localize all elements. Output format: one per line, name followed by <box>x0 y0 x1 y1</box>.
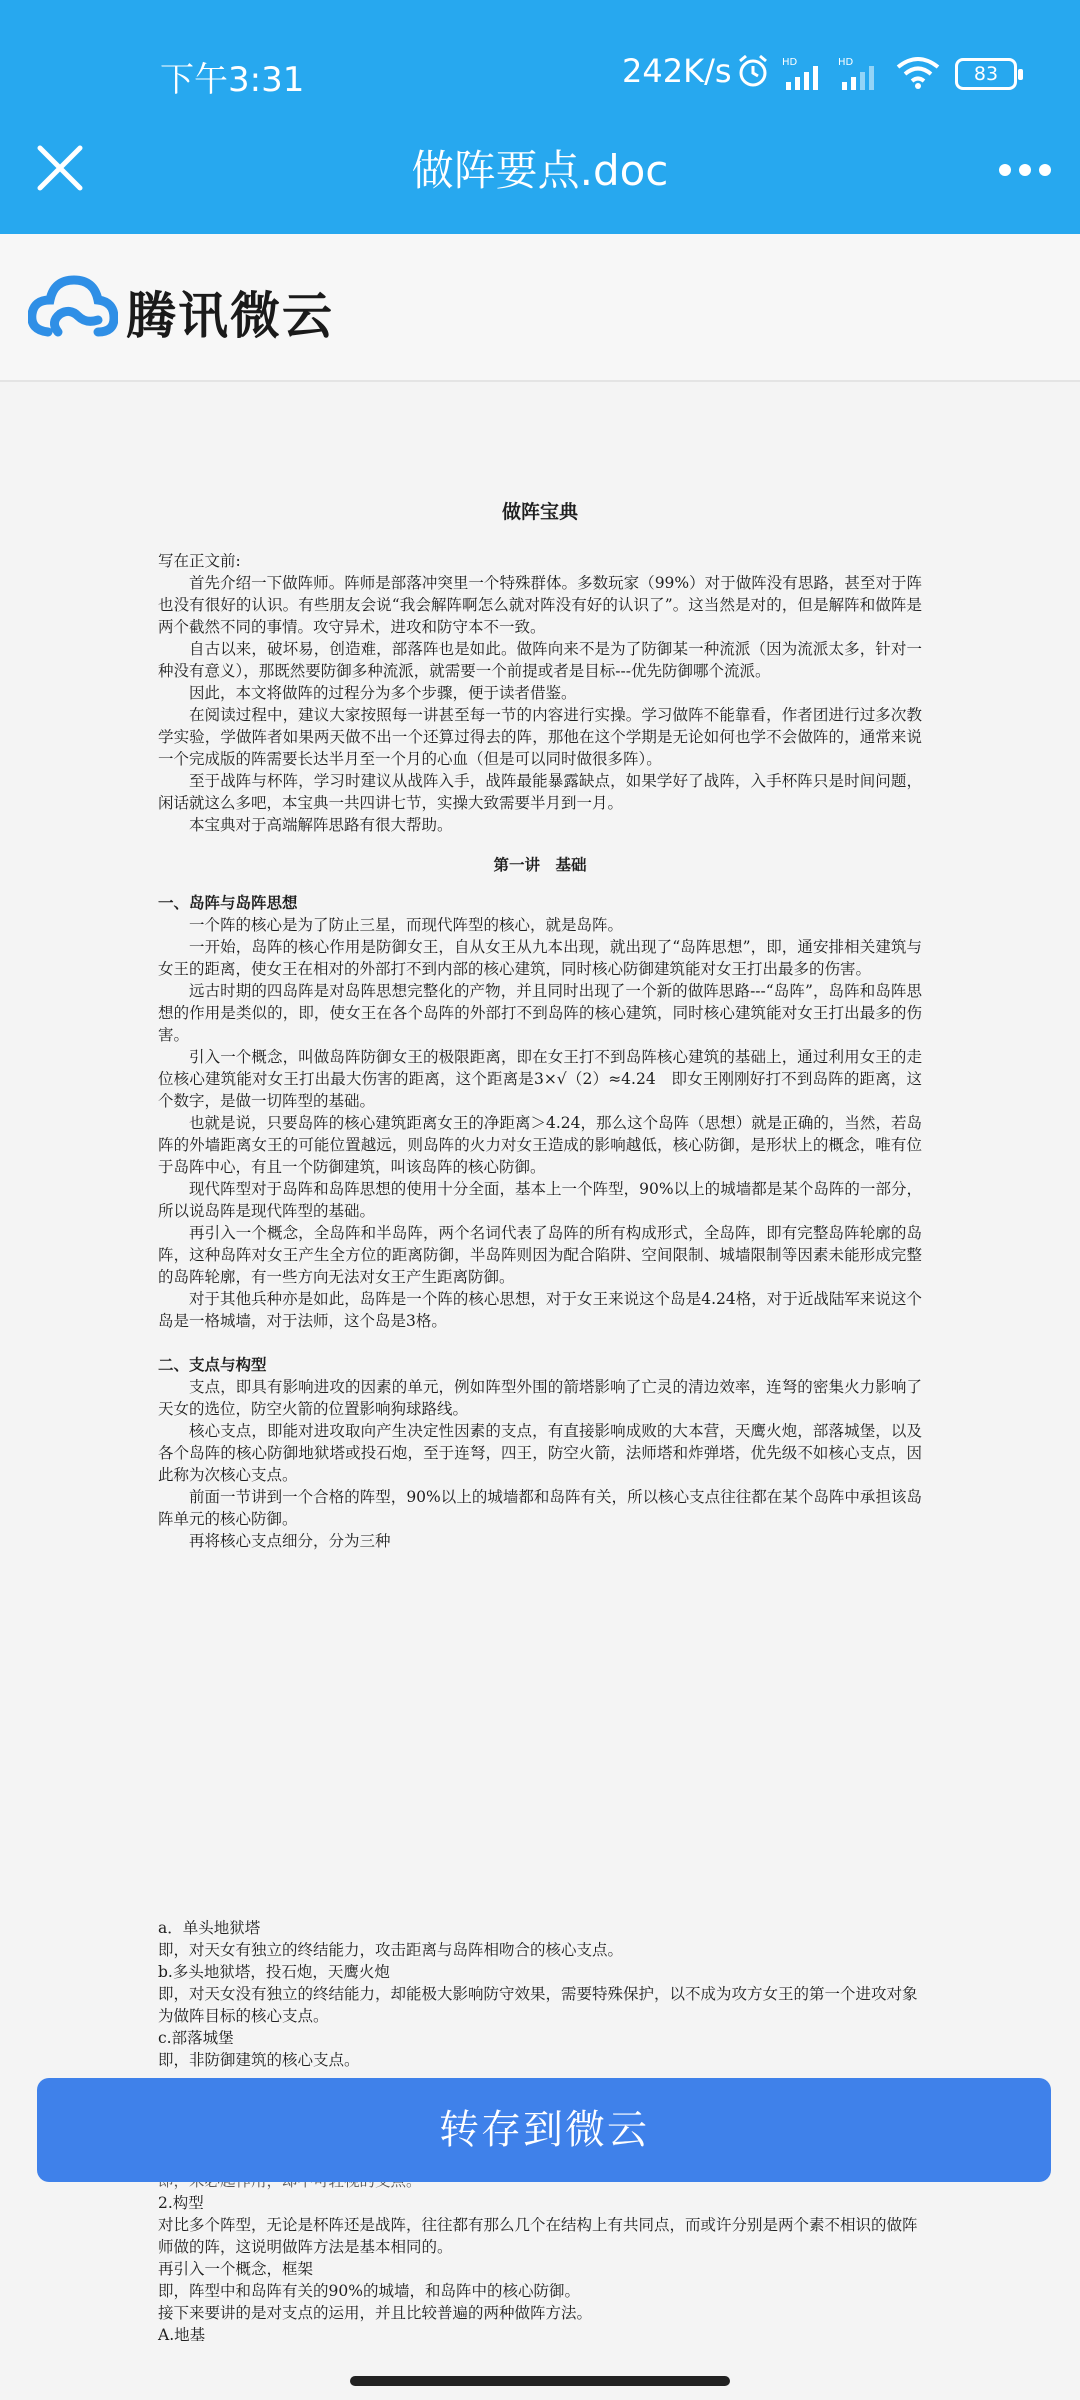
app-header <box>0 0 1080 234</box>
section-paragraph: 现代阵型对于岛阵和岛阵思想的使用十分全面，基本上一个阵型，90%以上的城墙都是某个岛阵的一部分，所以说岛阵是现代阵型的基础。 <box>158 1180 922 1220</box>
list-item: 接下来要讲的是对支点的运用，并且比较普遍的两种做阵方法。 <box>158 2304 593 2322</box>
brand-name: 腾讯微云 <box>126 287 334 345</box>
list-item: 即，非防御建筑的核心支点。 <box>158 2051 360 2069</box>
list-item: A.地基 <box>158 2326 206 2344</box>
hd-label: HD <box>782 57 798 68</box>
intro-paragraph: 至于战阵与杯阵，学习时建议从战阵入手，战阵最能暴露缺点，如果学好了战阵，入手杯阵只是时间问题，闲话就这么多吧，本宝典一共四讲七节，实操大致需要半月到一月。 <box>158 772 922 812</box>
lecture-heading: 第一讲 基础 <box>493 855 587 874</box>
status-time: 下午3:31 <box>160 60 305 100</box>
section-paragraph: 对于其他兵种亦是如此，岛阵是一个阵的核心思想，对于女王来说这个岛是4.24格，对于近战陆军来说这个岛是一格城墙，对于法师，这个岛是3格。 <box>158 1290 922 1330</box>
document-lower <box>158 2170 922 2346</box>
section-paragraph: 支点，即具有影响进攻的因素的单元，例如阵型外围的箭塔影响了亡灵的清边效率，连弩的密集火力影响了天女的选位，防空火箭的位置影响狗球路线。 <box>158 1378 922 1418</box>
list-item: b.多头地狱塔，投石炮，天鹰火炮 <box>158 1963 390 1981</box>
intro-paragraph: 因此，本文将做阵的过程分为多个步骤，便于读者借鉴。 <box>189 684 577 702</box>
network-speed: 242K/s <box>622 52 732 90</box>
list-item: c.部落城堡 <box>158 2029 234 2047</box>
section-paragraph: 远古时期的四岛阵是对岛阵思想完整化的产物，并且同时出现了一个新的做阵思路---“岛阵”，岛阵和岛阵思想的作用是类似的，即，使女王在各个岛阵的外部打不到岛阵的核心建筑，同时核心建筑能对女王打出最多的伤害。 <box>158 982 922 1044</box>
alarm-icon <box>734 52 772 90</box>
save-to-weiyun-button[interactable]: 转存到微云 <box>37 2078 1051 2182</box>
more-options-button[interactable] <box>995 146 1055 194</box>
list-item: 即，对天女有独立的终结能力，攻击距离与岛阵相吻合的核心支点。 <box>158 1941 624 1959</box>
list-item: a．单头地狱塔 <box>158 1919 261 1937</box>
section-paragraph: 一开始，岛阵的核心作用是防御女王，自从女王从九本出现，就出现了“岛阵思想”，即，通安排相关建筑与女王的距离，使女王在相对的外部打不到内部的核心建筑，同时核心防御建筑能对女王打出最多的伤害。 <box>158 938 922 978</box>
intro-paragraph: 自古以来，破坏易，创造难，部落阵也是如此。做阵向来不是为了防御某一种流派（因为流派太多，针对一种没有意义），那既然要防御多种流派，就需要一个前提或者是目标---优先防御哪个流派。 <box>158 640 922 680</box>
intro-paragraph: 首先介绍一下做阵师。阵师是部落冲突里一个特殊群体。多数玩家（99%）对于做阵没有思路，甚至对于阵也没有很好的认识。有些朋友会说“我会解阵啊怎么就对阵没有好的认识了”。这当然是对的，但是解阵和做阵是两个截然不同的事情。攻守异术，进攻和防守本不一致。 <box>158 574 922 636</box>
section-heading: 二、支点与构型 <box>158 1355 267 1374</box>
list-item: 再引入一个概念，框架 <box>158 2260 314 2278</box>
intro-paragraph: 在阅读过程中，建议大家按照每一讲甚至每一节的内容进行实操。学习做阵不能靠看，作者团进行过多次教学实验，学做阵者如果两天做不出一个还算过得去的阵，那他在这个学期是无论如何也学不会做阵的，通常来说一个完成版的阵需要长达半月至一个月的心血（但是可以同时做很多阵）。 <box>158 706 922 768</box>
section-paragraph: 前面一节讲到一个合格的阵型，90%以上的城墙都和岛阵有关，所以核心支点往往都在某个岛阵中承担该岛阵单元的核心防御。 <box>158 1488 922 1528</box>
page-title: 做阵要点.doc <box>411 146 669 195</box>
weiyun-cloud-logo-icon <box>28 272 118 342</box>
signal-hd-icon <box>782 56 826 92</box>
document-title: 做阵宝典 <box>501 501 578 523</box>
home-indicator[interactable] <box>350 2376 730 2386</box>
wifi-icon <box>896 56 940 90</box>
list-item: 即，阵型中和岛阵有关的90%的城墙，和岛阵中的核心防御。 <box>158 2282 580 2300</box>
hd-label-2: HD <box>838 57 854 68</box>
section-paragraph: 也就是说，只要岛阵的核心建筑距离女王的净距离＞4.24，那么这个岛阵（思想）就是正确的，当然，若岛阵的外墙距离女王的可能位置越远，则岛阵的火力对女王造成的影响越低，核心防御，是形状上的概念，唯有位于岛阵中心，有且一个防御建筑，叫该岛阵的核心防御。 <box>158 1114 922 1176</box>
section-paragraph: 再将核心支点细分，分为三种 <box>189 1532 391 1550</box>
battery-indicator: 83 <box>955 58 1017 90</box>
signal-hd-icon-2 <box>838 56 882 92</box>
preface-label: 写在正文前: <box>158 552 241 570</box>
more-icon <box>995 146 1055 194</box>
section-paragraph: 引入一个概念，叫做岛阵防御女王的极限距离，即在女王打不到岛阵核心建筑的基础上，通过利用女王的走位核心建筑能对女王打出最大伤害的距离，这个距离是3×√（2）≈4.24 即女王刚刚好打不到岛阵的距离，这个数字，是做一切阵型的基础。 <box>158 1048 922 1110</box>
section-paragraph: 再引入一个概念，全岛阵和半岛阵，两个名词代表了岛阵的所有构成形式，全岛阵，即有完整岛阵轮廓的岛阵，这种岛阵对女王产生全方位的距离防御，半岛阵则因为配合陷阱、空间限制、城墙限制等因素未能形成完整的岛阵轮廓，有一些方向无法对女王产生距离防御。 <box>158 1224 922 1286</box>
status-bar <box>0 0 1080 140</box>
section-paragraph: 一个阵的核心是为了防止三星，而现代阵型的核心，就是岛阵。 <box>189 916 624 934</box>
intro-paragraph: 本宝典对于高端解阵思路有很大帮助。 <box>189 816 453 834</box>
list-item: 2.构型 <box>158 2194 204 2212</box>
document-list <box>158 1917 922 2071</box>
document-body <box>158 500 922 1552</box>
section-heading: 一、岛阵与岛阵思想 <box>158 893 298 912</box>
list-item: 即，对天女没有独立的终结能力，却能极大影响防守效果，需要特殊保护，以不成为攻方女王的第一个进攻对象为做阵目标的核心支点。 <box>158 1985 918 2025</box>
list-item: 对比多个阵型，无论是杯阵还是战阵，往往都有那么几个在结构上有共同点，而或许分别是两个素不相识的做阵师做的阵，这说明做阵方法是基本相同的。 <box>158 2216 918 2256</box>
section-paragraph: 核心支点，即能对进攻取向产生决定性因素的支点，有直接影响成败的大本营，天鹰火炮，部落城堡，以及各个岛阵的核心防御地狱塔或投石炮，至于连弩，四王，防空火箭，法师塔和炸弹塔，优先级不如核心支点，因此称为次核心支点。 <box>158 1422 922 1484</box>
